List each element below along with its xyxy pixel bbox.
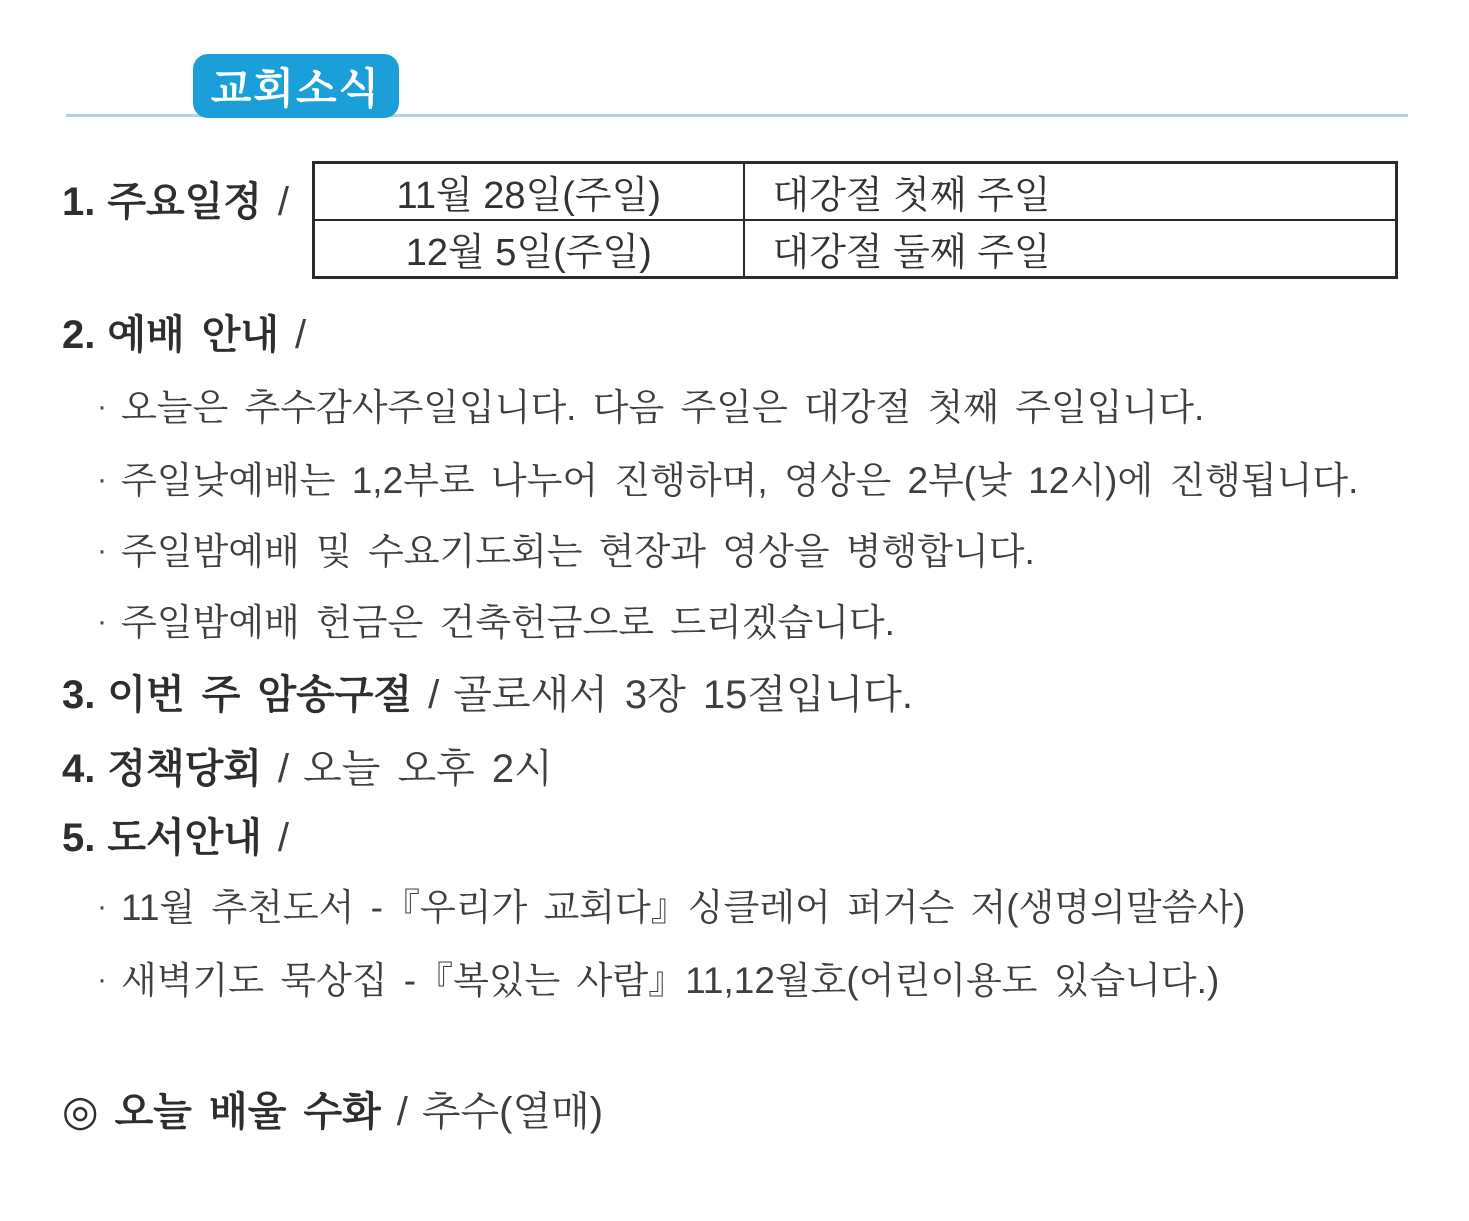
section-1-number: 1. — [62, 180, 96, 224]
section-5-separator: / — [277, 816, 290, 860]
section-4-title: 정책당회 — [107, 747, 262, 791]
section-2-bullet-3 — [97, 521, 1035, 575]
sign-language-separator: / — [396, 1090, 408, 1134]
schedule-date-cell: 11월 28일(주일) — [314, 163, 744, 221]
section-4-heading — [62, 737, 553, 794]
bullet-dot: · — [97, 605, 107, 638]
bullet-text: 오늘은 추수감사주일입니다. 다음 주일은 대강절 첫째 주일입니다. — [121, 387, 1205, 428]
bullet-dot: · — [97, 390, 107, 423]
section-4-separator: / — [277, 747, 290, 791]
section-2-number: 2. — [62, 313, 96, 357]
section-1-title: 주요일정 — [107, 180, 262, 224]
schedule-date-cell: 12월 5일(주일) — [314, 220, 744, 278]
section-5-bullet-2 — [97, 950, 1219, 1004]
bullet-dot: · — [97, 534, 107, 567]
section-3-separator: / — [428, 673, 440, 717]
bullet-text: 주일밤예배 및 수요기도회는 현장과 영상을 병행합니다. — [121, 531, 1035, 572]
bullet-dot: · — [97, 890, 107, 923]
schedule-desc-cell: 대강절 첫째 주일 — [744, 163, 1397, 221]
section-2-bullet-2 — [97, 450, 1358, 504]
section-5-bullet-1 — [97, 877, 1245, 931]
bullet-text: 주일밤예배 헌금은 건축헌금으로 드리겠습니다. — [121, 602, 895, 643]
section-5-heading — [62, 806, 303, 863]
section-2-title: 예배 안내 — [107, 313, 280, 357]
bullet-dot: · — [97, 463, 107, 496]
section-2-separator: / — [295, 313, 307, 357]
section-5-title: 도서안내 — [107, 816, 262, 860]
section-2-heading — [62, 303, 320, 360]
double-circle-icon: ◎ — [62, 1087, 99, 1134]
schedule-desc-cell: 대강절 둘째 주일 — [744, 220, 1397, 278]
section-3-heading — [62, 663, 913, 720]
section-1-heading — [62, 170, 303, 227]
sign-language-line — [62, 1080, 603, 1137]
section-3-title: 이번 주 암송구절 — [107, 673, 413, 717]
section-3-number: 3. — [62, 673, 96, 717]
schedule-table-row — [314, 220, 1397, 278]
section-4-number: 4. — [62, 747, 96, 791]
section-4-text: 오늘 오후 2시 — [303, 747, 553, 791]
sign-language-title: 오늘 배울 수화 — [114, 1090, 381, 1134]
schedule-table — [312, 161, 1398, 279]
section-header-badge — [193, 54, 399, 118]
section-5-number: 5. — [62, 816, 96, 860]
sign-language-text: 추수(열매) — [421, 1090, 604, 1134]
section-3-text: 골로새서 3장 15절입니다. — [453, 673, 914, 717]
bullet-text: 11월 추천도서 -『우리가 교회다』싱클레어 퍼거슨 저(생명의말씀사) — [121, 887, 1246, 928]
section-2-bullet-1 — [97, 377, 1204, 431]
section-1-separator: / — [277, 180, 290, 224]
bullet-text: 주일낮예배는 1,2부로 나누어 진행하며, 영상은 2부(낮 12시)에 진행됩니다. — [121, 460, 1359, 501]
schedule-table-row — [314, 163, 1397, 221]
section-2-bullet-4 — [97, 592, 895, 646]
bullet-text: 새벽기도 묵상집 -『복있는 사람』11,12월호(어린이용도 있습니다.) — [121, 960, 1220, 1001]
bullet-dot: · — [97, 963, 107, 996]
badge-label: 교회소식 — [210, 65, 382, 112]
